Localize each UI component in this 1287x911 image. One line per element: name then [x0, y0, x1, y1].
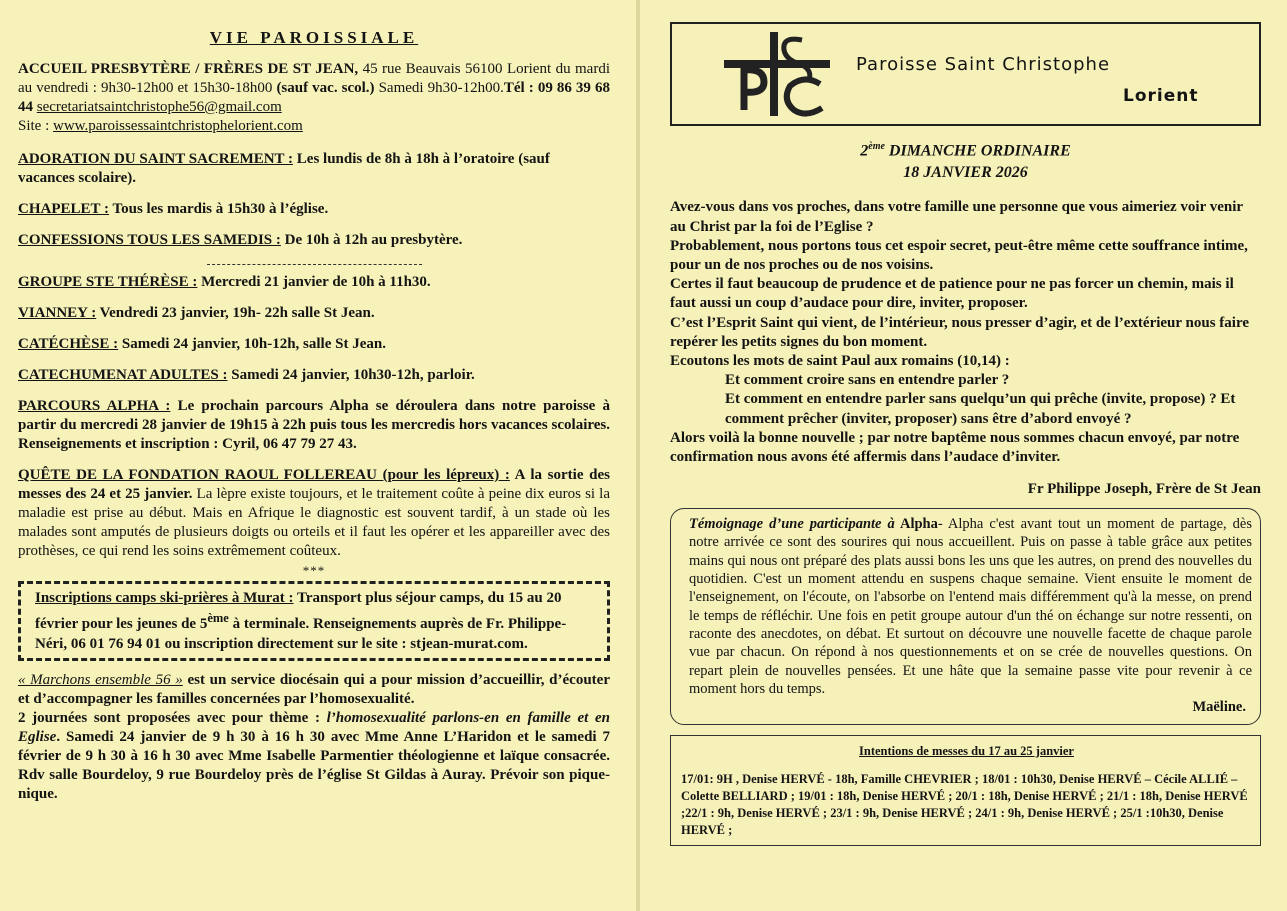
testimony-box: [670, 508, 1261, 725]
camps-text2: à terminale. Renseignements auprès de Fr. Philippe-Néri, 06 01 76 94 01 ou inscription directement sur le site : stjean-murat.com.: [35, 616, 567, 652]
chapelet-label: CHAPELET :: [18, 201, 109, 217]
stars-separator: ***: [302, 563, 326, 578]
alpha-text: Le prochain parcours Alpha se déroulera dans notre paroisse à partir du mercredi 28 janvier de 19h15 à 22h puis tous les mercredis hors vacances scolaires. Renseignements et inscription : Cyril, 06 47 79 27 43.: [18, 398, 611, 452]
message-line: C’est l’Esprit Saint qui vient, de l’intérieur, nous presser d’agir, et de l’extérieur nous faire repérer les petits signes du bon moment.: [670, 314, 1250, 350]
chapelet-block: [18, 200, 610, 219]
quete-text: La lèpre existe toujours, et le traitement coûte à peine dix euros si la maladie est prise au début. Mais en Afrique le diagnostic est souvent tardif, à un stade où les malades sont amputés de plusieurs doigts ou orteils et il faut les opérer et les appareiller avec des prothèses, ce qui rend les soins extrêmement coûteux.: [18, 486, 610, 559]
message-line: Certes il faut beaucoup de prudence et de patience pour ne pas forcer un chemin, mais il faut aussi un coup d’audace pour dire, inviter, proposer.: [670, 276, 1234, 312]
marchons-block: [18, 671, 610, 804]
site-label: Site :: [18, 118, 54, 134]
camps-label: Inscriptions camps ski-prières à Murat :: [35, 590, 294, 606]
alpha-block: [18, 397, 610, 454]
marchons-label: « Marchons ensemble 56 »: [18, 672, 183, 688]
marchons-theme: l’homosexualité parlons-en en famille et en Eglise: [18, 710, 610, 745]
adoration-label: ADORATION DU SAINT SACREMENT :: [18, 151, 294, 167]
confessions-label: CONFESSIONS TOUS LES SAMEDIS :: [18, 232, 281, 248]
message-line: Ecoutons les mots de saint Paul aux romains (10,14) :: [670, 352, 1010, 369]
sunday-sup: ème: [868, 141, 885, 152]
vianney-label: VIANNEY :: [18, 305, 97, 321]
marchons-text: est un service diocésain qui a pour mission d’accueillir, d’écouter et d’accompagner les familles concernées par l’homosexualité.: [18, 672, 610, 707]
message-line: Avez-vous dans vos proches, dans votre famille une personne que vous aimeriez voir venir au Christ par la foi de l’Eglise ?: [670, 199, 1243, 235]
parish-name: Paroisse Saint Christophe: [856, 54, 1111, 75]
section-title: VIE PAROISSIALE: [209, 28, 419, 47]
sunday-title: DIMANCHE ORDINAIRE: [884, 142, 1071, 160]
intentions-box: [670, 735, 1261, 846]
accueil-block: [18, 60, 610, 136]
accueil-tel: Tél : 09 86 39 68 44: [18, 80, 610, 115]
marchons-text3: . Samedi 24 janvier de 9 h 30 à 16 h 30 avec Mme Anne L’Haridon et le samedi 7 février de 9 h 30 à 16 h 30 avec Mme Isabelle Parmentier théologienne et laïque consacrée. Rdv salle Bourdeloy, 9 rue Bourdeloy près de l’église St Gildas à Auray. Prévoir son pique-nique.: [18, 729, 610, 802]
left-page: [0, 0, 636, 911]
catechese-block: [18, 335, 610, 354]
sunday-heading: [670, 136, 1261, 184]
quete-block: [18, 466, 610, 561]
therese-block: [18, 273, 610, 292]
testimony-text: - Alpha c'est avant tout un moment de partage, dès notre arrivée ce sont des sourires qui nous accueillent. Puis on passe à table grâce aux petites mains qui nous ont préparé des plats aussi bons les uns que les autres, on prend des nouvelles du quotidien. C'est un moment attendu en suspens chaque semaine. Vient ensuite le moment de l'enseignement, on l'écoute, on l'absorbe on l'entend mais différemment qu'à la messe, on prend le temps de réfléchir. Une fois en petit groupe autour d'un thé on échange sur notre ressenti, on raconte des anecdotes, on débat. Et surtout on découvre une nouvelle facette de chaque parole vue par chacun. On répond à nos questionnements et on se crée de nouvelles questions. On repart plein de nouvelles pensées. Et une hâte que la semaine passe vite pour revenir à ce moment hors du temps.: [689, 516, 1252, 697]
catechumenat-block: [18, 366, 610, 385]
parish-logo-icon: [724, 30, 834, 118]
quote-line: Et comment en entendre parler sans quelqu’un qui prêche (invite, propose) ? Et comment prêcher (inviter, proposer) sans être d’abord envoyé ?: [725, 391, 1236, 427]
therese-label: GROUPE STE THÉRÈSE :: [18, 274, 198, 290]
alpha-label: PARCOURS ALPHA :: [18, 398, 171, 414]
parish-city: Lorient: [1123, 86, 1199, 106]
vianney-block: [18, 304, 610, 323]
email-link[interactable]: secretariatsaintchristophe56@gmail.com: [36, 99, 282, 115]
right-page: [640, 0, 1287, 911]
sunday-num: 2: [860, 142, 869, 160]
pastoral-message: [670, 198, 1261, 467]
message-line: Probablement, nous portons tous cet espoir secret, peut-être même cette souffrance intime, pour un de nos proches ou de nos voisins.: [670, 237, 1248, 273]
divider: [207, 264, 422, 265]
quote-line: Et comment croire sans en entendre parler ?: [725, 372, 1010, 389]
camps-sup: ème: [207, 611, 229, 625]
quete-date: A la sortie des messes des 24 et 25 janvier.: [18, 467, 610, 502]
message-closing: Alors voilà la bonne nouvelle ; par notre baptême nous sommes chacun envoyé, par notre confirmation nous avons été affermis dans l’audace d’inviter.: [670, 429, 1240, 465]
marchons-text2: 2 journées sont proposées avec pour thème :: [18, 710, 327, 726]
camps-text: Transport plus séjour camps, du 15 au 20 février pour les jeunes de 5: [35, 590, 562, 632]
testimony-alpha: Alpha: [894, 516, 938, 533]
parish-header: [670, 22, 1261, 126]
vianney-text: Vendredi 23 janvier, 19h- 22h salle St Jean.: [96, 305, 375, 321]
catechumenat-label: CATECHUMENAT ADULTES :: [18, 367, 228, 383]
accueil-saturday: Samedi 9h30-12h00.: [374, 80, 504, 96]
testimony-title: Témoignage d’une participante à: [689, 516, 895, 533]
adoration-text: Les lundis de 8h à 18h à l’oratoire (sauf vacances scolaire).: [18, 151, 550, 186]
intentions-title: Intentions de messes du 17 au 25 janvier: [859, 744, 1074, 759]
testimony-author: Maëline.: [1192, 699, 1246, 716]
accueil-label: ACCUEIL PRESBYTÈRE / FRÈRES DE ST JEAN,: [18, 61, 359, 77]
confessions-text: De 10h à 12h au presbytère.: [280, 232, 463, 248]
intentions-text: 17/01: 9H , Denise HERVÉ - 18h, Famille CHEVRIER ; 18/01 : 10h30, Denise HERVÉ – Cécile ALLIÉ – Colette BELLIARD ; 19/01 : 18h, Denise HERVÉ ; 20/1 : 18h, Denise HERVÉ ; 21/1 : 18h, Denise HERVÉ ;22/1 : 9h, Denise HERVÉ ; 23/1 : 9h, Denise HERVÉ ; 24/1 : 9h, Denise HERVÉ ; 25/1 :10h30, Denise HERVÉ ;: [681, 772, 1248, 838]
accueil-text: 45 rue Beauvais 56100 Lorient du mardi au vendredi : 9h30-12h00 et 15h30-18h00: [18, 61, 610, 96]
sunday-date: 18 JANVIER 2026: [903, 164, 1028, 182]
adoration-block: [18, 150, 610, 188]
catechese-text: Samedi 24 janvier, 10h-12h, salle St Jean.: [118, 336, 386, 352]
signature: Fr Philippe Joseph, Frère de St Jean: [1027, 481, 1261, 498]
therese-text: Mercredi 21 janvier de 10h à 11h30.: [197, 274, 431, 290]
catechumenat-text: Samedi 24 janvier, 10h30-12h, parloir.: [227, 367, 475, 383]
catechese-label: CATÉCHÈSE :: [18, 336, 119, 352]
site-link[interactable]: www.paroissessaintchristophelorient.com: [53, 118, 303, 134]
camps-box: [18, 581, 610, 661]
quete-label: QUÊTE DE LA FONDATION RAOUL FOLLEREAU (pour les lépreux) :: [18, 467, 510, 483]
chapelet-text: Tous les mardis à 15h30 à l’église.: [109, 201, 329, 217]
confessions-block: [18, 231, 610, 250]
accueil-note: (sauf vac. scol.): [276, 80, 375, 96]
